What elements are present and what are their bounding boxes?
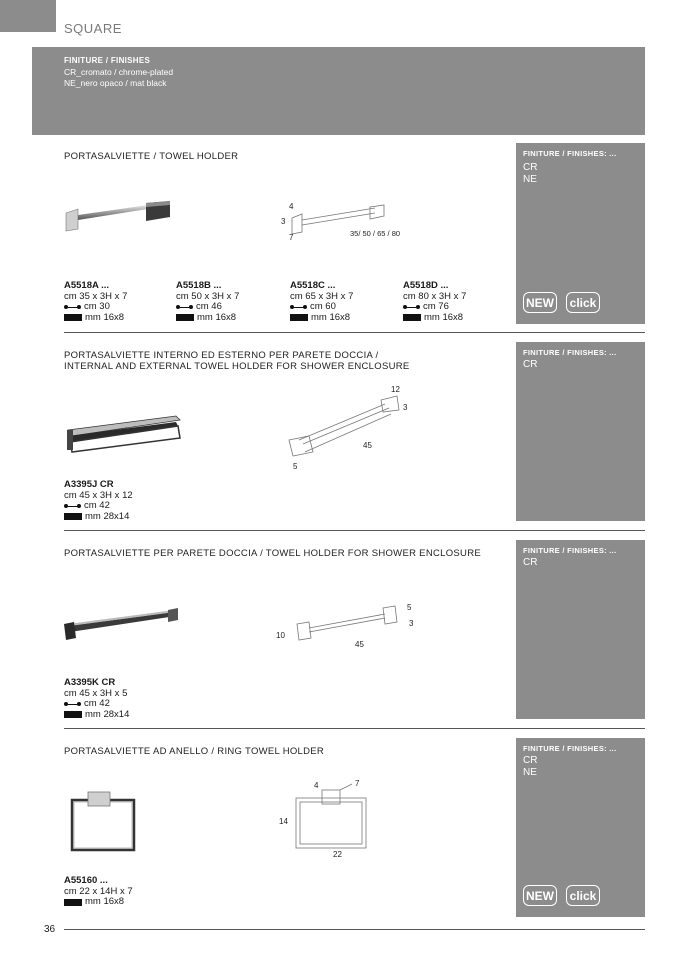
finish-line-ne: NE_nero opaco / mat black (64, 78, 167, 88)
product-code: A5518C ... (290, 280, 336, 291)
product-item (64, 281, 127, 323)
shower-towel-bar-drawing (275, 600, 425, 655)
product-interaxis: cm 30 (84, 301, 110, 312)
product-code: A55160 ... (64, 875, 108, 886)
finishes-banner-title: FINITURE / FINISHES (64, 56, 151, 65)
new-badge: NEW (523, 885, 557, 906)
dim-label: 45 (355, 640, 364, 649)
dot-line-icon (64, 503, 81, 509)
finish-code: NE (523, 767, 537, 778)
product-section: mm 16x8 (197, 311, 237, 323)
dim-label: 7 (289, 233, 294, 242)
product-interaxis: cm 76 (423, 301, 449, 312)
dim-label: 3 (409, 619, 414, 628)
black-bar-icon (403, 314, 421, 321)
finishes-panel-title: FINITURE / FINISHES: ... (523, 744, 617, 753)
product-code: A3395K CR (64, 677, 116, 688)
finish-code: CR (523, 162, 538, 173)
product-item (64, 678, 129, 720)
corner-tab (0, 0, 56, 32)
product-dims: cm 22 x 14H x 7 (64, 885, 133, 897)
section-title: PORTASALVIETTE INTERNO ED ESTERNO PER PARETE DOCCIA / (64, 350, 379, 361)
dim-label: 12 (391, 385, 400, 394)
product-dims: cm 35 x 3H x 7 (64, 290, 128, 302)
dim-label: 10 (276, 631, 285, 640)
section-title: PORTASALVIETTE AD ANELLO / RING TOWEL HOLDER (64, 746, 325, 757)
collection-name: SQUARE (64, 21, 122, 36)
dim-label: 14 (279, 817, 288, 826)
black-bar-icon (290, 314, 308, 321)
black-bar-icon (64, 513, 82, 520)
dot-line-icon (64, 701, 81, 707)
dim-label: 3 (281, 217, 286, 226)
finishes-panel-title: FINITURE / FINISHES: ... (523, 149, 617, 158)
product-item (64, 480, 133, 522)
finishes-panel (516, 738, 645, 917)
product-interaxis: cm 60 (310, 301, 336, 312)
product-code: A5518B ... (176, 280, 222, 291)
new-badge: NEW (523, 292, 557, 313)
dim-label: 4 (314, 781, 319, 790)
dim-label: 5 (407, 603, 412, 612)
dot-line-icon (403, 304, 420, 310)
product-interaxis: cm 42 (84, 698, 110, 709)
dot-line-icon (290, 304, 307, 310)
dot-line-icon (176, 304, 193, 310)
product-section: mm 16x8 (85, 896, 125, 907)
ring-towel-holder-photo (64, 790, 144, 860)
product-section: mm 16x8 (311, 311, 351, 323)
product-interaxis: cm 46 (196, 301, 222, 312)
dim-label: 22 (333, 850, 342, 859)
product-item (176, 281, 239, 323)
finish-code: CR (523, 755, 538, 766)
product-section: mm 28x14 (85, 708, 130, 720)
dim-label: 35/ 50 / 65 / 80 (350, 229, 401, 238)
dim-label: 7 (355, 779, 360, 788)
dim-label: 3 (403, 403, 408, 412)
finishes-panel-title: FINITURE / FINISHES: ... (523, 546, 617, 555)
section-title: PORTASALVIETTE PER PARETE DOCCIA / TOWEL HOLDER FOR SHOWER ENCLOSURE (64, 548, 482, 559)
product-code: A3395J CR (64, 479, 114, 490)
product-code: A5518A ... (64, 280, 110, 291)
dim-label: 5 (293, 462, 298, 471)
towel-bar-drawing (280, 198, 430, 243)
footer-rule (64, 929, 645, 930)
product-item (64, 876, 133, 908)
product-dims: cm 45 x 3H x 12 (64, 489, 133, 501)
ring-towel-holder-drawing (278, 776, 378, 861)
finish-code: NE (523, 174, 537, 185)
finishes-panel (516, 143, 645, 324)
black-bar-icon (64, 899, 82, 906)
product-section: mm 16x8 (424, 311, 464, 323)
product-code: A5518D ... (403, 280, 449, 291)
finish-code: CR (523, 557, 538, 568)
dim-label: 4 (289, 202, 294, 211)
product-dims: cm 65 x 3H x 7 (290, 290, 354, 302)
section-divider (64, 728, 645, 729)
product-item (290, 281, 353, 323)
click-button[interactable]: click (566, 292, 600, 313)
shower-towel-bar-photo (62, 608, 182, 648)
product-dims: cm 50 x 3H x 7 (176, 290, 240, 302)
finishes-panel-title: FINITURE / FINISHES: ... (523, 348, 617, 357)
product-item (403, 281, 466, 323)
dim-label: 45 (363, 441, 372, 450)
section-divider (64, 332, 645, 333)
section-title: PORTASALVIETTE / TOWEL HOLDER (64, 151, 239, 162)
product-dims: cm 45 x 3H x 5 (64, 687, 128, 699)
double-towel-bar-drawing (285, 382, 425, 477)
towel-bar-photo (64, 195, 174, 235)
click-button[interactable]: click (566, 885, 600, 906)
black-bar-icon (64, 711, 82, 718)
black-bar-icon (64, 314, 82, 321)
product-section: mm 16x8 (85, 311, 125, 323)
section-title: INTERNAL AND EXTERNAL TOWEL HOLDER FOR SHOWER ENCLOSURE (64, 361, 410, 372)
finishes-panel (516, 342, 645, 521)
page-number: 36 (44, 924, 56, 935)
product-dims: cm 80 x 3H x 7 (403, 290, 467, 302)
section-divider (64, 530, 645, 531)
finishes-panel (516, 540, 645, 719)
double-towel-bar-photo (64, 408, 184, 458)
black-bar-icon (176, 314, 194, 321)
finish-line-cr: CR_cromato / chrome-plated (64, 67, 174, 77)
product-section: mm 28x14 (85, 510, 130, 522)
product-interaxis: cm 42 (84, 500, 110, 511)
finishes-banner (32, 47, 645, 135)
finish-code: CR (523, 359, 538, 370)
dot-line-icon (64, 304, 81, 310)
